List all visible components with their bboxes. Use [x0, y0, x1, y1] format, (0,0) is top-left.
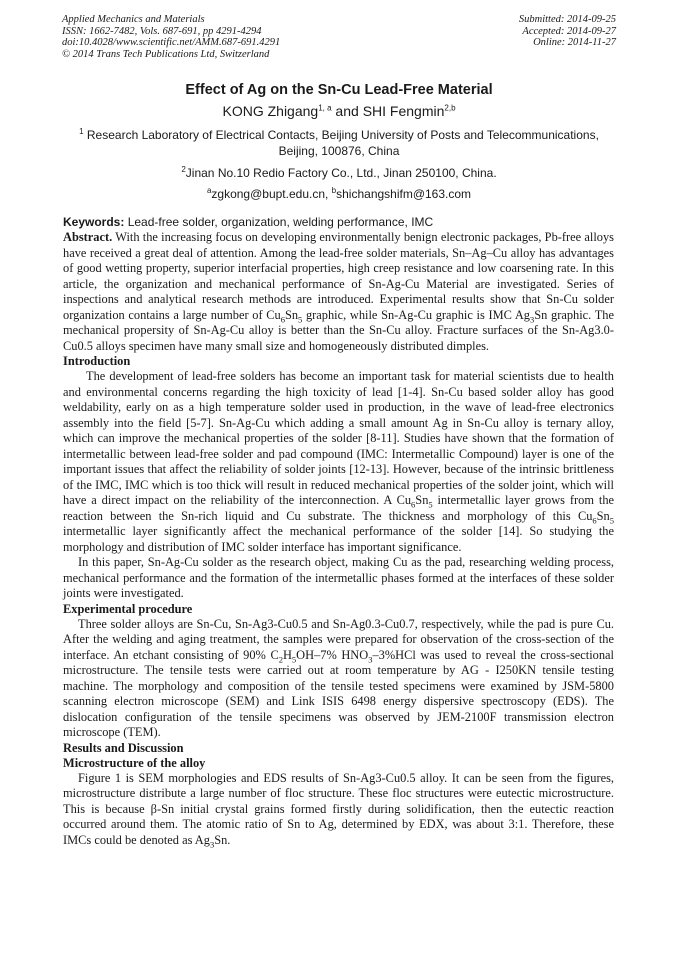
affiliation-2 [60, 165, 618, 181]
author-emails [60, 186, 618, 202]
journal-issn: ISSN: 1662-7482, Vols. 687-691, pp 4291-4294 [62, 25, 262, 37]
journal-doi: doi:10.4028/www.scientific.net/AMM.687-691.4291 [62, 37, 281, 48]
exp-text-1: Three solder alloys are Sn-Cu, Sn-Ag3-Cu0.5 and Sn-Ag0.3-Cu0.7, respectively, while the pad is pure Cu. After the welding and aging treatment, the samples were prepared for observation of the cross-section of the interface. An etchant consisting of 90% C [63, 616, 614, 662]
res-sub-1: 3 [209, 838, 215, 849]
intro-sub-2: 5 [428, 499, 433, 510]
affiliation-2-sup: 2 [181, 165, 186, 174]
abstract-text-2: Sn [284, 307, 299, 322]
affiliation-1-text: Research Laboratory of Electrical Contacts, Beijing University of Posts and Telecommunications, Beijing, 100876, China [83, 128, 599, 158]
abstract-text-3: graphic, while Sn-Ag-Cu graphic is IMC Ag [302, 307, 531, 322]
intro-sub-4: 5 [609, 514, 614, 525]
abstract [63, 230, 614, 354]
affiliation-2-text: Jinan No.10 Redio Factory Co., Ltd., Jinan 250100, China. [185, 166, 497, 180]
abstract-sub-2: 5 [298, 313, 303, 324]
abstract-text-4: Sn graphic. The mechanical propersity of Sn-Ag-Cu alloy is better than the Sn-Cu alloy. Fracture surfaces of the Sn-Ag3.0-Cu0.5 alloys specimen have many small size and homogeneously distributed dimples. [63, 307, 614, 353]
journal-info [62, 14, 280, 60]
intro-sub-1: 6 [411, 499, 416, 510]
exp-sub-2: 5 [291, 653, 297, 664]
abstract-sub-3: 3 [530, 313, 535, 324]
exp-text-4: –3%HCl was used to reveal the cross-sectional microstructure. The tensile tests were carried out at room temperature by AG - I250KN tensile testing machine. The morphology and composition of the tensile tested specimens were examined by JSM-5800 scanning electron microscope (SEM) and Link ISIS 6498 energy dispersive spectroscopy (EDS). The dislocation configuration of the tensile specimens was observed by JEM-2100F transmission electron microscope (TEM). [63, 647, 614, 739]
intro-text-1: The development of lead-free solders has become an important task for material scientists due to health and environmental concerns regarding the high toxicity of lead [1-4]. Sn-Cu based solder alloy has good weldability, early on as a high temperature solder used in production, in the wave of lead-free electronics assembly into the field [5-7]. Sn-Ag-Cu which adding a small amount Ag in Sn-Cu alloy is ternary alloy, which can improve the mechanical properties of the solder [8-11]. Studies have shown that the formation of intermetallic between lead-free solder and pad compound (IMC: Intermetallic Compound) layer is one of the important issues that affect the reliability of solder joints [12-13]. However, because of the intrinsic brittleness of the IMC, IMC which is too thick will result in reduced mechanical properties of the solder joint, which will have a direct impact on the reliability of the interconnection. A Cu [63, 369, 614, 507]
paper-title: Effect of Ag on the Sn-Cu Lead-Free Material [185, 82, 493, 98]
online-date: Online: 2014-11-27 [533, 37, 616, 48]
author-2-sup: 2,b [444, 103, 456, 113]
author-and: and [331, 103, 363, 119]
keywords-text: Lead-free solder, organization, welding performance, IMC [124, 215, 434, 229]
abstract-label: Abstract. [63, 230, 113, 244]
author-1-sup: 1, a [318, 103, 332, 113]
exp-sub-1: 2 [278, 653, 283, 664]
submitted-date: Submitted: 2014-09-25 [518, 14, 616, 25]
author-line [60, 102, 618, 120]
intro-text-2: Sn [415, 493, 429, 507]
paper-body [63, 215, 614, 848]
results-paragraph [63, 771, 614, 849]
res-text-2: Sn. [214, 832, 231, 847]
author-2: SHI Fengmin [362, 103, 445, 119]
abstract-text-1: With the increasing focus on developing environmentally benign electronic packages, Pb-free alloys have received a great deal of attention. Among the lead-free solder materials, Sn–Ag–Cu alloy has advantages of good wetting property, superior interfacial properties, high creep resistance and low coarsening rate. In this article, the organization and mechanical performance of Sn-Ag-Cu Material are investigated. Series of inspections and analytical research methods are introduced. Experimental results show that Sn-Cu solder organization contains a large number of Cu [63, 230, 614, 322]
author-1: KONG Zhigang [222, 103, 319, 119]
exp-text-2: H [282, 647, 292, 662]
email-a-sup: a [206, 186, 212, 195]
affiliation-1 [60, 127, 618, 159]
journal-copyright: © 2014 Trans Tech Publications Ltd, Switzerland [62, 48, 270, 60]
email-a: zgkong@bupt.edu.cn, [211, 187, 332, 201]
intro-text-5: intermetallic layer significantly affect the mechanical performance of the solder [14]. So studying the morphology and distribution of IMC solder interface has important significance. [63, 524, 614, 554]
email-b: shichangshifm@163.com [336, 187, 472, 201]
publication-dates [519, 14, 616, 49]
results-heading: Results and Discussion [63, 740, 184, 755]
journal-name: Applied Mechanics and Materials [62, 14, 205, 25]
intro-text-3: intermetallic layer grows from the reaction between the Sn-rich liquid and Cu substrate. The thickness and morphology of this Cu [63, 493, 615, 523]
experimental-heading: Experimental procedure [63, 601, 193, 616]
introduction-heading: Introduction [63, 354, 131, 368]
res-text-1: Figure 1 is SEM morphologies and EDS results of Sn-Ag3-Cu0.5 alloy. It can be seen from the figures, microstructure distribute a large number of floc structure. These floc structures were eutectic microstructure. This is because β-Sn initial crystal grains formed firstly during solidification, then the eutectic reaction occurred around them. The atomic ratio of Sn to Ag, determined by EDX, was about 3:1. Therefore, these IMCs could be denoted as Ag [63, 770, 614, 847]
microstructure-subheading: Microstructure of the alloy [63, 755, 206, 770]
exp-sub-3: 3 [368, 653, 373, 664]
introduction-paragraph-2: In this paper, Sn-Ag-Cu solder as the research object, making Cu as the pad, researching welding process, mechanical performance and the formation of the intermetallic phases formed at the interfaces of these solder joints were investigated. [63, 555, 614, 600]
affiliation-1-sup: 1 [79, 127, 84, 136]
keywords [63, 215, 614, 230]
keywords-label: Keywords: [63, 215, 125, 229]
exp-text-3: OH–7% HNO [296, 647, 369, 662]
accepted-date: Accepted: 2014-09-27 [522, 25, 616, 37]
introduction-paragraph-1 [63, 369, 614, 555]
title-block [60, 80, 618, 202]
email-b-sup: b [331, 186, 337, 195]
intro-sub-3: 6 [592, 514, 597, 525]
intro-text-4: Sn [596, 508, 610, 523]
experimental-paragraph [63, 617, 614, 741]
abstract-sub-1: 6 [280, 313, 285, 324]
